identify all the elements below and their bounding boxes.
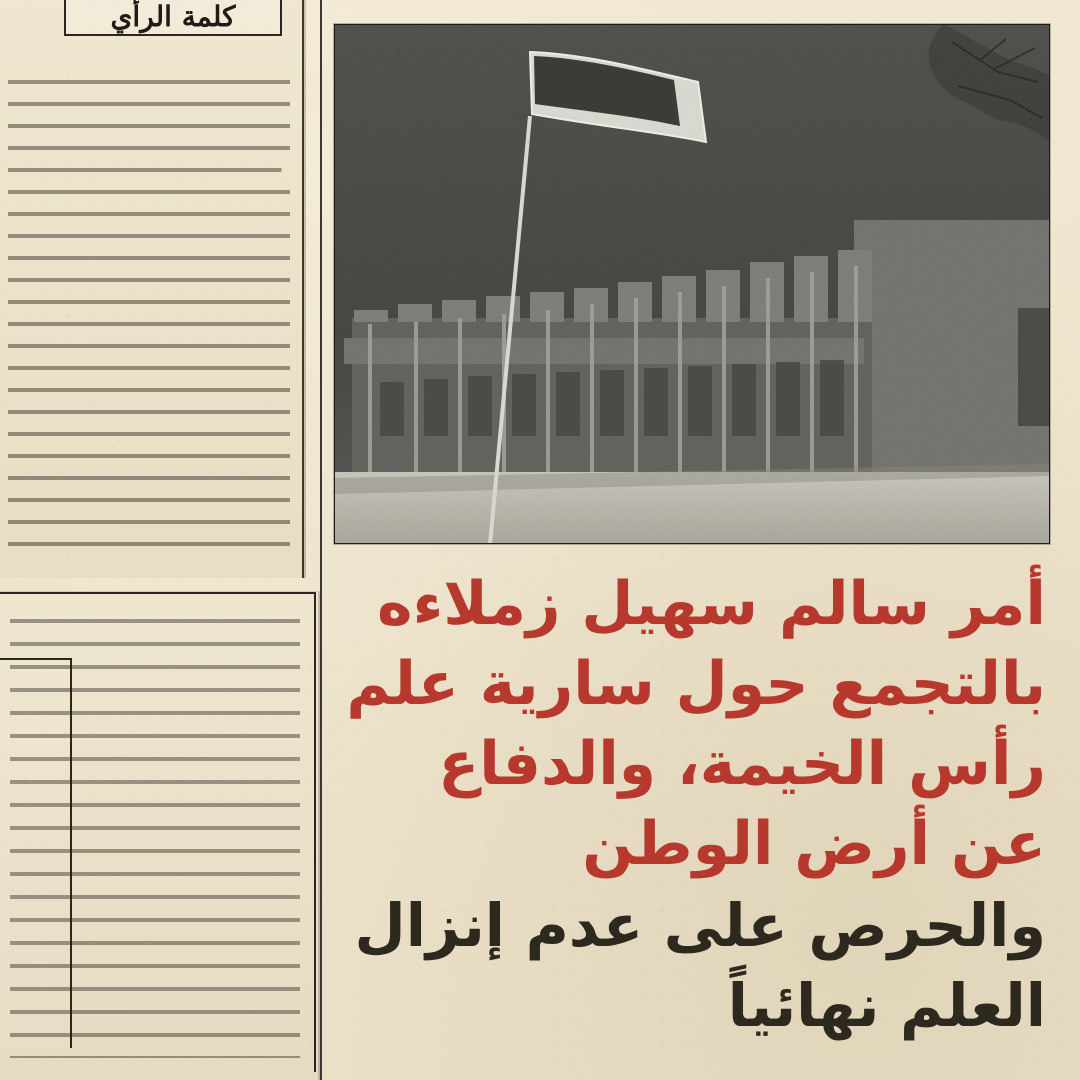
- newspaper-masthead: كلمة الرأي: [64, 0, 282, 36]
- headline-line-5: والحرص على عدم إنزال: [354, 891, 1046, 960]
- photo-illustration: [334, 24, 1050, 544]
- left-column-divider: [302, 0, 304, 578]
- left-column-text-lines: [8, 72, 290, 554]
- headline-line-4: عن أرض الوطن: [582, 809, 1046, 879]
- historic-photo: [334, 24, 1050, 544]
- photo-grain: [334, 24, 1050, 544]
- main-column-divider: [320, 0, 322, 1080]
- left-newspaper-column: [0, 0, 306, 578]
- bottom-clipping-text-lines: [10, 610, 300, 1058]
- headline-line-3: رأس الخيمة، والدفاع: [438, 729, 1046, 799]
- headline-line-1: أمر سالم سهيل زملاءه: [377, 569, 1046, 639]
- headline-line-2: بالتجمع حول سارية علم: [346, 649, 1046, 719]
- bottom-newspaper-clipping: [0, 592, 320, 1080]
- headline-block: [346, 569, 1046, 1054]
- headline-line-6: العلم نهائياً: [727, 971, 1046, 1040]
